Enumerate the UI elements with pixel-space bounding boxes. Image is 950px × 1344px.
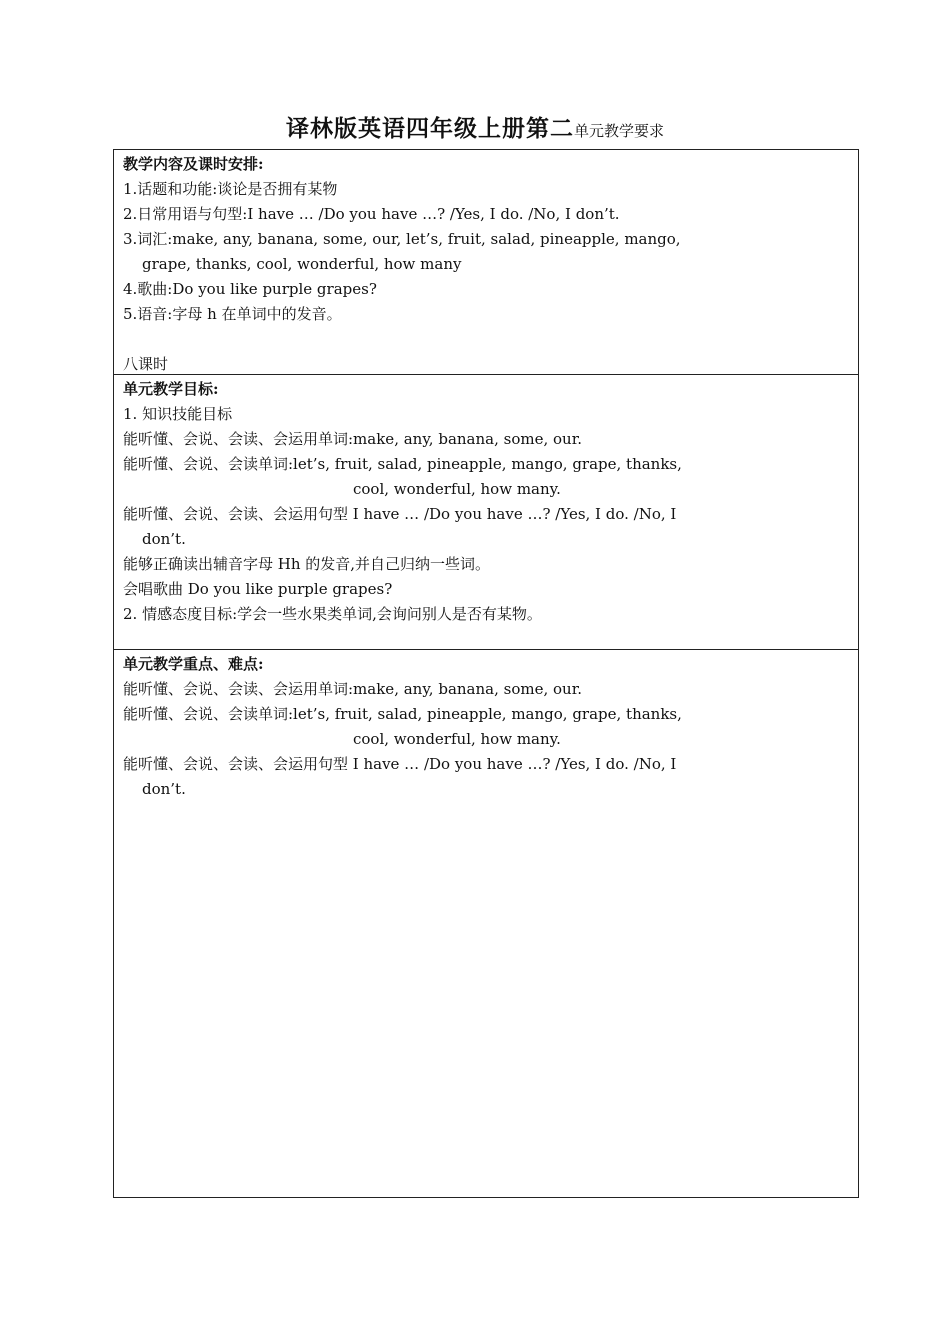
key-pattern-line: 能听懂、会说、会读、会运用句型 I have … /Do you have …? /Yes, I do. /No, I bbox=[123, 755, 677, 773]
key-read-words-line-cont: cool, wonderful, how many. bbox=[353, 730, 561, 748]
spacer bbox=[123, 327, 850, 352]
unit-goals-cell bbox=[114, 375, 858, 650]
class-hours: 八课时 bbox=[123, 355, 169, 373]
topic-line: 1.话题和功能:谈论是否拥有某物 bbox=[123, 180, 338, 198]
title-main: 译林版英语四年级上册第二 bbox=[285, 115, 574, 142]
title-suffix: 单元教学要求 bbox=[573, 122, 664, 140]
phonics-line: 5.语音:字母 h 在单词中的发音。 bbox=[123, 305, 342, 323]
goal-read-words-line-cont: cool, wonderful, how many. bbox=[353, 480, 561, 498]
key-pattern-line-cont: don’t. bbox=[142, 780, 186, 798]
goal-phonics-line: 能够正确读出辅音字母 Hh 的发音,并自己归纳一些词。 bbox=[123, 555, 491, 573]
goal-pattern-line-cont: don’t. bbox=[142, 530, 186, 548]
knowledge-goal-title: 1. 知识技能目标 bbox=[123, 405, 233, 423]
requirements-table bbox=[113, 149, 859, 1198]
key-words-line: 能听懂、会说、会读、会运用单词:make, any, banana, some, our. bbox=[123, 680, 582, 698]
document-title bbox=[0, 110, 950, 143]
song-line: 4.歌曲:Do you like purple grapes? bbox=[123, 280, 377, 298]
goal-song-line: 会唱歌曲 Do you like purple grapes? bbox=[123, 580, 393, 598]
vocabulary-line-cont: grape, thanks, cool, wonderful, how many bbox=[142, 255, 462, 273]
key-read-words-line: 能听懂、会说、会读单词:let’s, fruit, salad, pineapple, mango, grape, thanks, bbox=[123, 705, 682, 723]
content-schedule-heading: 教学内容及课时安排: bbox=[123, 155, 264, 173]
goal-words-line: 能听懂、会说、会读、会运用单词:make, any, banana, some, our. bbox=[123, 430, 582, 448]
sentence-pattern-line: 2.日常用语与句型:I have … /Do you have …? /Yes, I do. /No, I don’t. bbox=[123, 205, 620, 223]
goal-pattern-line: 能听懂、会说、会读、会运用句型 I have … /Do you have …? /Yes, I do. /No, I bbox=[123, 505, 677, 523]
vocabulary-line: 3.词汇:make, any, banana, some, our, let’s, fruit, salad, pineapple, mango, bbox=[123, 230, 681, 248]
key-points-heading: 单元教学重点、难点: bbox=[123, 655, 264, 673]
key-points-cell bbox=[114, 650, 858, 1197]
goal-read-words-line: 能听懂、会说、会读单词:let’s, fruit, salad, pineapple, mango, grape, thanks, bbox=[123, 455, 682, 473]
unit-goals-heading: 单元教学目标: bbox=[123, 380, 219, 398]
emotion-goal-line: 2. 情感态度目标:学会一些水果类单词,会询问别人是否有某物。 bbox=[123, 605, 542, 623]
content-schedule-cell bbox=[114, 150, 858, 375]
